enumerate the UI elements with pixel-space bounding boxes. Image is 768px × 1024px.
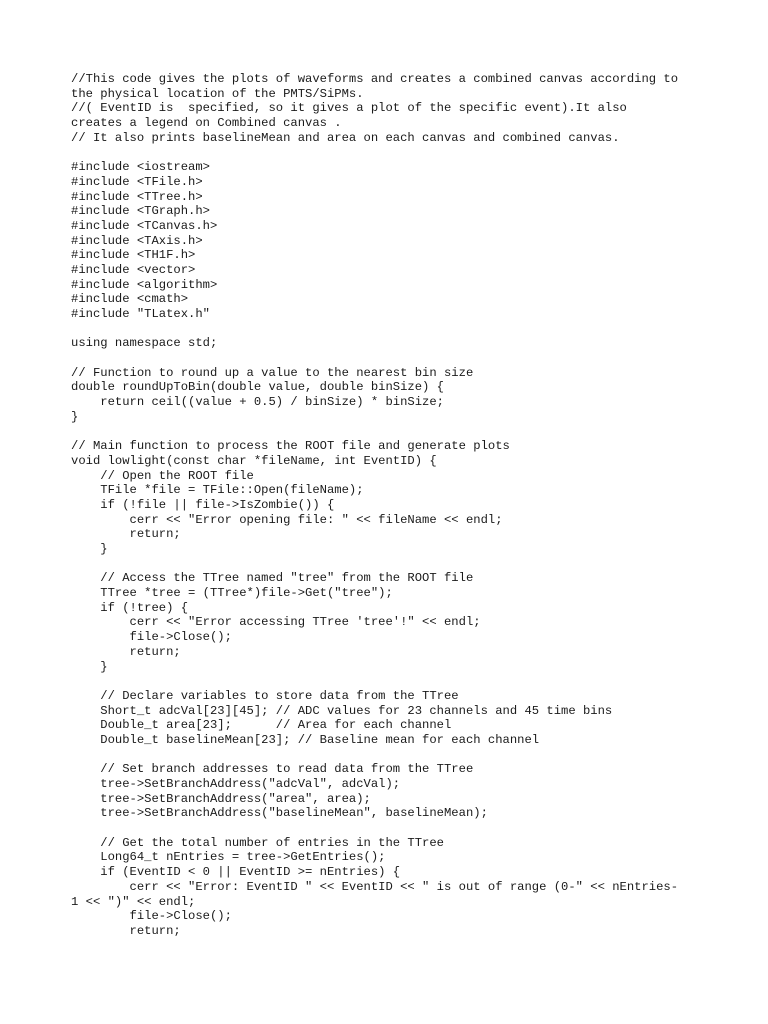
code-line: #include <TTree.h> bbox=[71, 189, 203, 204]
code-line bbox=[71, 557, 711, 572]
code-line: creates a legend on Combined canvas . bbox=[71, 116, 342, 131]
code-line: // It also prints baselineMean and area on each canvas and combined canvas. bbox=[71, 130, 620, 145]
code-line: Double_t baselineMean[23]; // Baseline mean for each channel bbox=[71, 732, 540, 747]
code-line: } bbox=[71, 409, 79, 424]
code-line: // Set branch addresses to read data from the TTree bbox=[71, 762, 474, 777]
code-line bbox=[71, 674, 711, 689]
code-line: if (EventID < 0 || EventID >= nEntries) { bbox=[71, 865, 401, 880]
code-line: if (!tree) { bbox=[71, 600, 189, 615]
code-line: cerr << "Error opening file: " << fileName << endl; bbox=[71, 512, 503, 527]
code-line: // Declare variables to store data from the TTree bbox=[71, 688, 459, 703]
code-line: #include <TH1F.h> bbox=[71, 248, 196, 263]
code-line: // Get the total number of entries in the TTree bbox=[71, 835, 444, 850]
code-line: cerr << "Error accessing TTree 'tree'!" << endl; bbox=[71, 615, 481, 630]
code-line: #include <TCanvas.h> bbox=[71, 218, 218, 233]
code-line bbox=[71, 322, 711, 337]
code-line bbox=[71, 748, 711, 763]
code-line: void lowlight(const char *fileName, int EventID) { bbox=[71, 453, 437, 468]
code-line: file->Close(); bbox=[71, 630, 232, 645]
code-line: tree->SetBranchAddress("adcVal", adcVal); bbox=[71, 777, 401, 791]
code-listing bbox=[71, 72, 711, 939]
code-line: #include "TLatex.h" bbox=[71, 307, 210, 321]
code-line: //( EventID is specified, so it gives a plot of the specific event).It also bbox=[71, 101, 627, 116]
code-line: #include <algorithm> bbox=[71, 277, 218, 292]
code-line: double roundUpToBin(double value, double binSize) { bbox=[71, 380, 444, 395]
code-line: file->Close(); bbox=[71, 909, 232, 924]
code-line bbox=[71, 145, 711, 160]
code-line: the physical location of the PMTS/SiPMs. bbox=[71, 86, 364, 101]
code-line bbox=[71, 821, 711, 836]
code-line: return; bbox=[71, 923, 181, 938]
code-line: #include <TAxis.h> bbox=[71, 233, 203, 248]
code-line: tree->SetBranchAddress("area", area); bbox=[71, 791, 371, 806]
code-line: return; bbox=[71, 644, 181, 659]
code-line: return; bbox=[71, 527, 181, 542]
code-line: Double_t area[23]; // Area for each channel bbox=[71, 718, 452, 733]
code-line: if (!file || file->IsZombie()) { bbox=[71, 497, 335, 512]
code-line: tree->SetBranchAddress("baselineMean", baselineMean); bbox=[71, 806, 488, 821]
code-line bbox=[71, 351, 711, 366]
code-line: TTree *tree = (TTree*)file->Get("tree"); bbox=[71, 586, 393, 601]
code-line: #include <cmath> bbox=[71, 292, 189, 307]
code-line: //This code gives the plots of waveforms and creates a combined canvas according to bbox=[71, 72, 679, 86]
code-line: // Main function to process the ROOT file and generate plots bbox=[71, 439, 510, 454]
code-line: } bbox=[71, 542, 108, 556]
code-line: #include <iostream> bbox=[71, 160, 210, 175]
code-line: Short_t adcVal[23][45]; // ADC values for 23 channels and 45 time bins bbox=[71, 703, 613, 718]
code-line: // Access the TTree named "tree" from the ROOT file bbox=[71, 571, 474, 586]
code-line: } bbox=[71, 659, 108, 674]
code-line: Long64_t nEntries = tree->GetEntries(); bbox=[71, 850, 386, 865]
code-line: // Function to round up a value to the nearest bin size bbox=[71, 365, 474, 380]
code-line: #include <TFile.h> bbox=[71, 174, 203, 189]
code-line: return ceil((value + 0.5) / binSize) * binSize; bbox=[71, 395, 444, 410]
code-line: using namespace std; bbox=[71, 336, 218, 351]
code-line: #include <vector> bbox=[71, 262, 196, 277]
code-line: 1 << ")" << endl; bbox=[71, 894, 196, 909]
code-line bbox=[71, 425, 711, 440]
code-line: #include <TGraph.h> bbox=[71, 204, 210, 219]
code-line: // Open the ROOT file bbox=[71, 468, 254, 483]
code-line: TFile *file = TFile::Open(fileName); bbox=[71, 483, 364, 498]
code-line: cerr << "Error: EventID " << EventID << " is out of range (0-" << nEntries- bbox=[71, 879, 679, 894]
